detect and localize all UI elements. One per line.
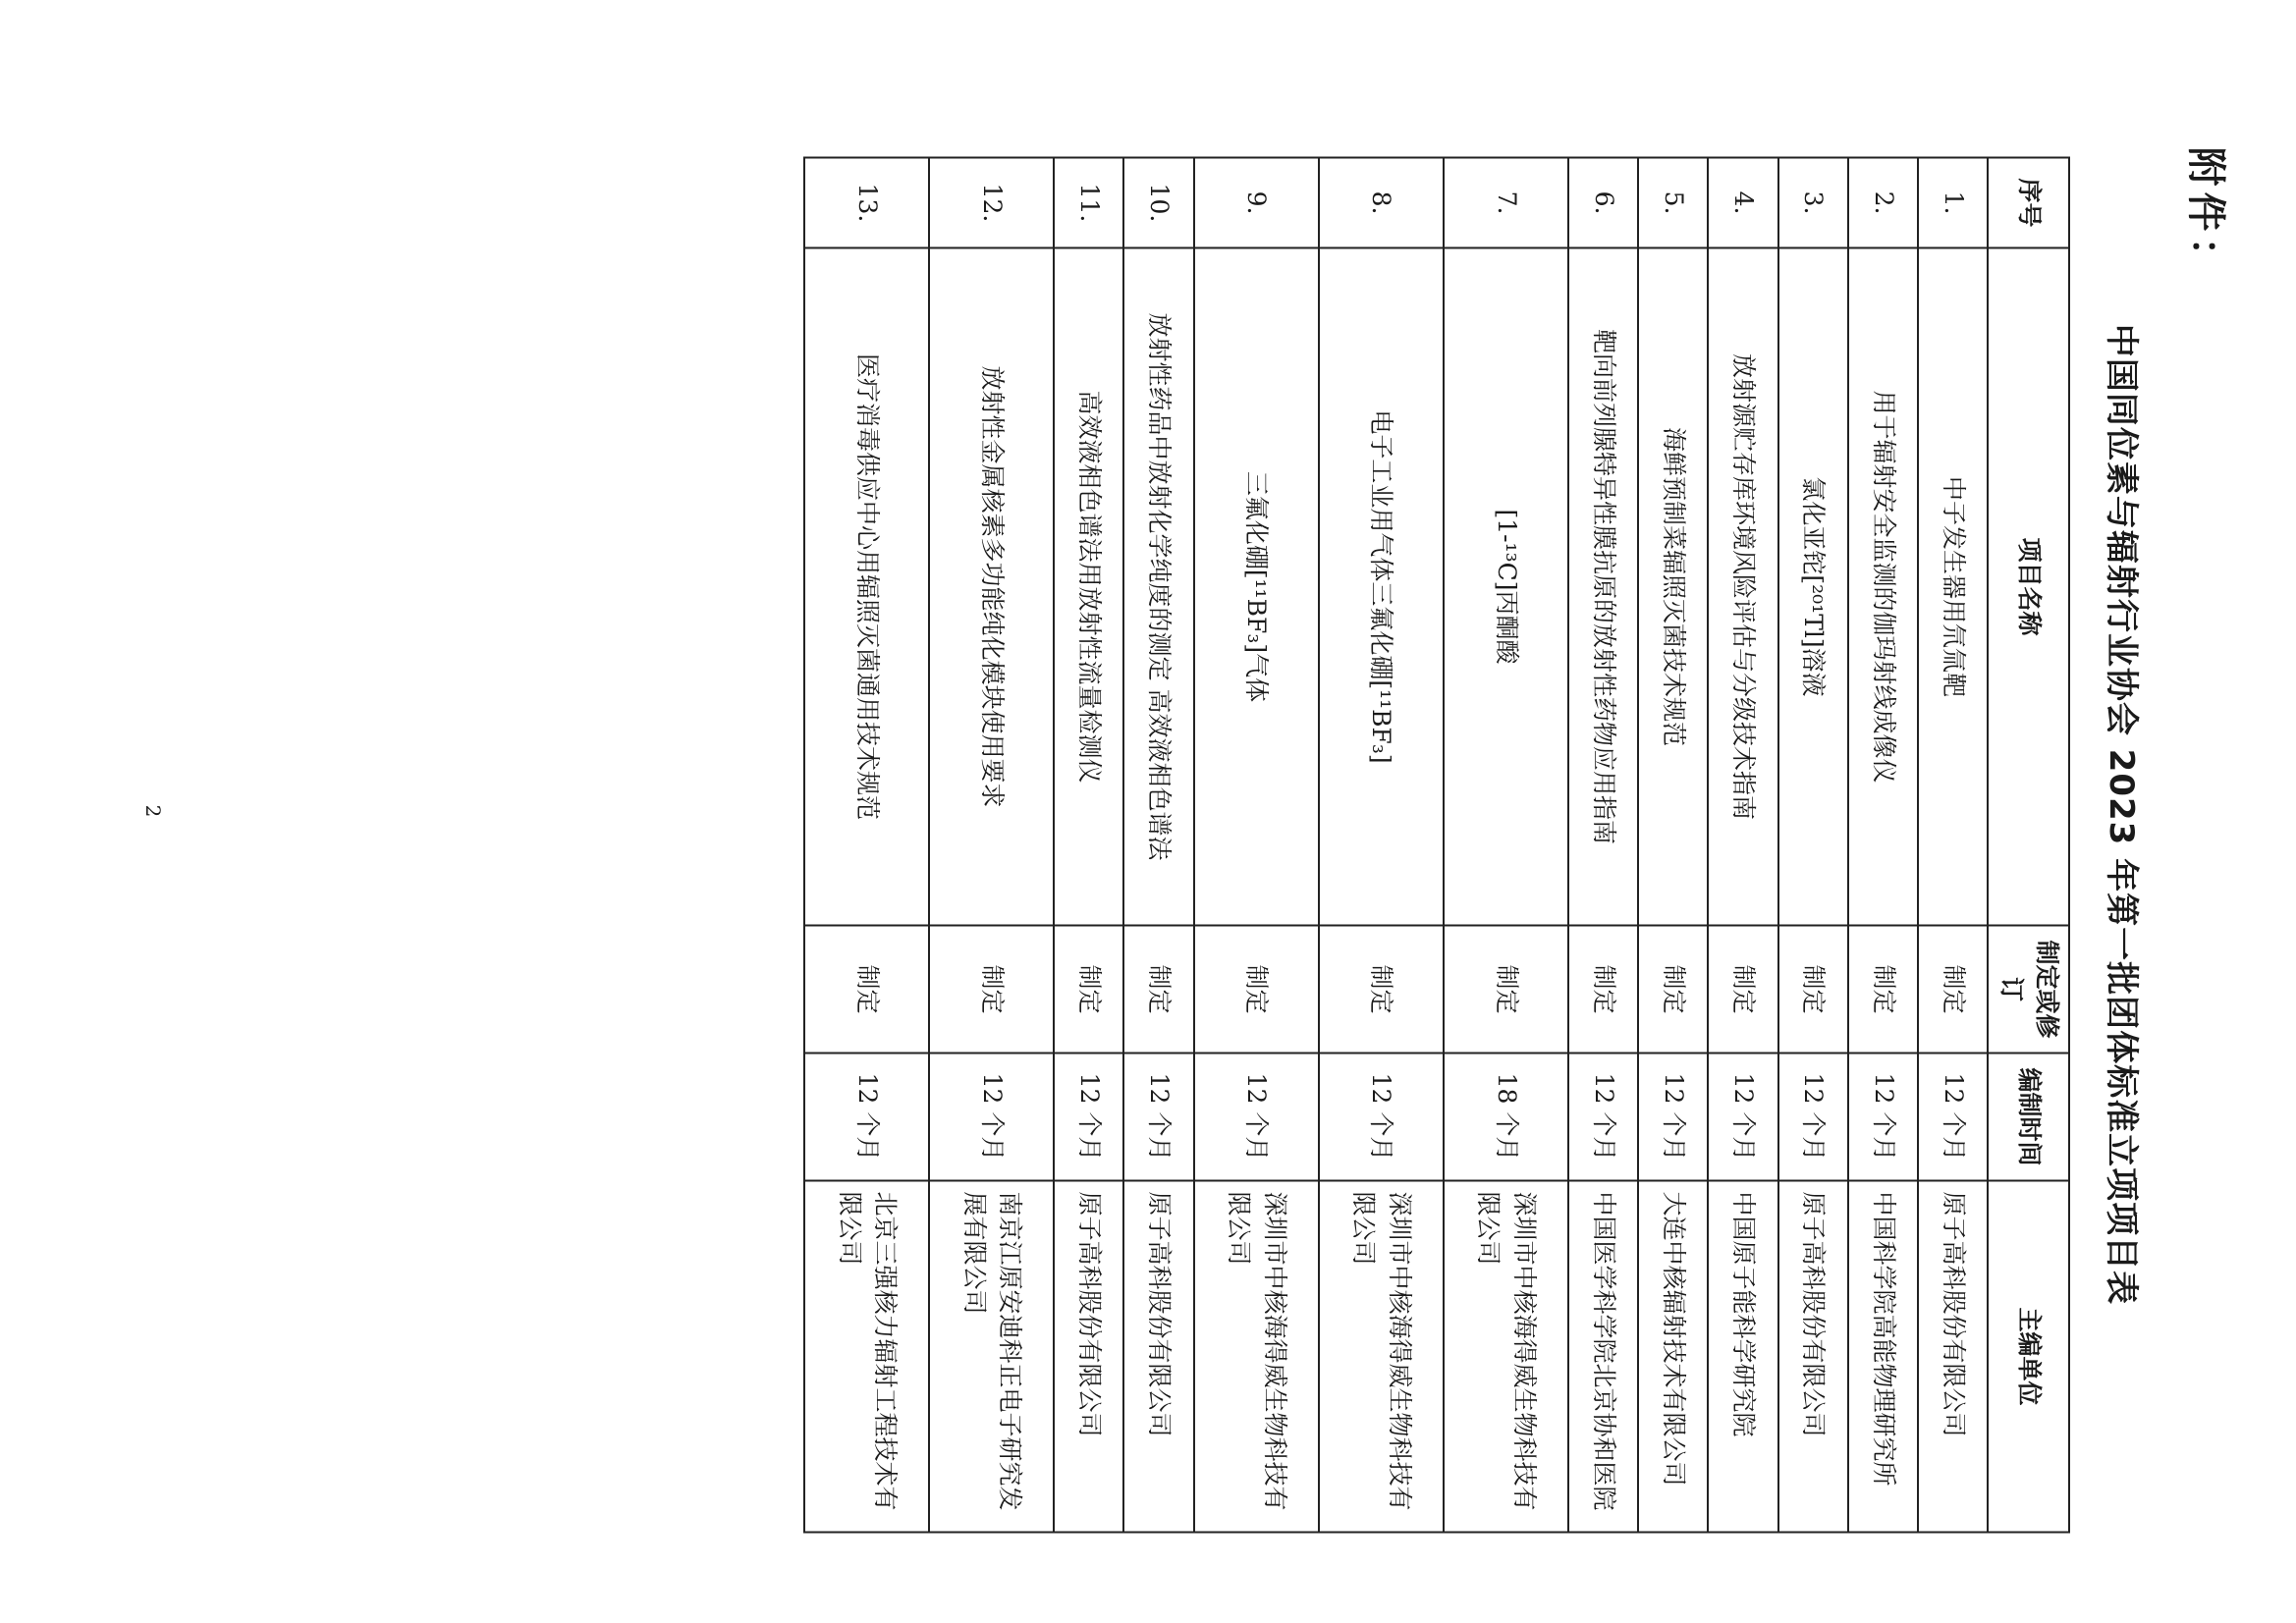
- row-time: 12 个月: [1709, 1054, 1778, 1181]
- row-type: 制定: [929, 926, 1054, 1054]
- table-row: [1054, 158, 1123, 1533]
- row-unit: 原子高科股份有限公司: [1778, 1181, 1848, 1533]
- row-no: 7.: [1444, 158, 1568, 248]
- row-time: 18 个月: [1444, 1054, 1568, 1181]
- table-header-row: [1989, 158, 2070, 1533]
- header-type: 制定或修订: [1989, 926, 2070, 1054]
- table-row: [1848, 158, 1918, 1533]
- table-row: [1638, 158, 1708, 1533]
- row-time: 12 个月: [1054, 1054, 1123, 1181]
- row-no: 8.: [1319, 158, 1444, 248]
- row-type: 制定: [1319, 926, 1444, 1054]
- row-name: 高效液相色谱法用放射性流量检测仪: [1054, 248, 1123, 926]
- header-time: 编制时间: [1989, 1054, 2070, 1181]
- row-unit: 原子高科股份有限公司: [1054, 1181, 1123, 1533]
- table-row: [1918, 158, 1988, 1533]
- row-type: 制定: [1848, 926, 1918, 1054]
- row-unit: 原子高科股份有限公司: [1123, 1181, 1193, 1533]
- row-unit: 大连中核辐射技术有限公司: [1638, 1181, 1708, 1533]
- row-type: 制定: [1568, 926, 1638, 1054]
- row-no: 6.: [1568, 158, 1638, 248]
- row-no: 3.: [1778, 158, 1848, 248]
- table-row: [1444, 158, 1568, 1533]
- row-name: 放射源贮存库环境风险评估与分级技术指南: [1709, 248, 1778, 926]
- row-time: 12 个月: [1778, 1054, 1848, 1181]
- row-unit: 深圳市中核海得威生物科技有限公司: [1319, 1181, 1444, 1533]
- row-time: 12 个月: [804, 1054, 929, 1181]
- row-no: 11.: [1054, 158, 1123, 248]
- row-unit: 中国科学院高能物理研究所: [1848, 1181, 1918, 1533]
- row-unit: 中国医学科学院北京协和医院: [1568, 1181, 1638, 1533]
- row-name: 三氟化硼[¹¹BF₃]气体: [1194, 248, 1319, 926]
- row-no: 4.: [1709, 158, 1778, 248]
- header-no: 序号: [1989, 158, 2070, 248]
- row-name: 氯化亚铊[²⁰¹Tl]溶液: [1778, 248, 1848, 926]
- row-no: 12.: [929, 158, 1054, 248]
- header-name: 项目名称: [1989, 248, 2070, 926]
- row-type: 制定: [1778, 926, 1848, 1054]
- row-no: 2.: [1848, 158, 1918, 248]
- page-number: 2: [141, 804, 165, 818]
- row-no: 5.: [1638, 158, 1708, 248]
- project-table: [803, 157, 2070, 1534]
- row-type: 制定: [1444, 926, 1568, 1054]
- row-type: 制定: [1709, 926, 1778, 1054]
- table-row: [1568, 158, 1638, 1533]
- row-unit: 中国原子能科学研究院: [1709, 1181, 1778, 1533]
- row-name: 放射性金属核素多功能纯化模块使用要求: [929, 248, 1054, 926]
- row-name: 靶向前列腺特异性膜抗原的放射性药物应用指南: [1568, 248, 1638, 926]
- row-name: 中子发生器用氘氚靶: [1918, 248, 1988, 926]
- table-row: [804, 158, 929, 1533]
- row-no: 13.: [804, 158, 929, 248]
- row-time: 12 个月: [1638, 1054, 1708, 1181]
- row-type: 制定: [1918, 926, 1988, 1054]
- row-no: 10.: [1123, 158, 1193, 248]
- row-no: 1.: [1918, 158, 1988, 248]
- table-row: [1194, 158, 1319, 1533]
- table-row: [1778, 158, 1848, 1533]
- row-type: 制定: [804, 926, 929, 1054]
- row-time: 12 个月: [1123, 1054, 1193, 1181]
- row-unit: 深圳市中核海得威生物科技有限公司: [1194, 1181, 1319, 1533]
- row-name: 医疗消毒供应中心用辐照灭菌通用技术规范: [804, 248, 929, 926]
- row-name: 电子工业用气体三氟化硼[¹¹BF₃]: [1319, 248, 1444, 926]
- row-name: [1-¹³C]丙酮酸: [1444, 248, 1568, 926]
- row-type: 制定: [1123, 926, 1193, 1054]
- row-type: 制定: [1638, 926, 1708, 1054]
- row-no: 9.: [1194, 158, 1319, 248]
- row-unit: 北京三强核力辐射工程技术有限公司: [804, 1181, 929, 1533]
- row-unit: 南京江原安迪科正电子研究发展有限公司: [929, 1181, 1054, 1533]
- row-type: 制定: [1054, 926, 1123, 1054]
- table-row: [929, 158, 1054, 1533]
- row-name: 海鲜预制菜辐照灭菌技术规范: [1638, 248, 1708, 926]
- row-time: 12 个月: [1848, 1054, 1918, 1181]
- row-time: 12 个月: [1568, 1054, 1638, 1181]
- header-unit: 主编单位: [1989, 1181, 2070, 1533]
- row-time: 12 个月: [929, 1054, 1054, 1181]
- row-time: 12 个月: [1918, 1054, 1988, 1181]
- row-type: 制定: [1194, 926, 1319, 1054]
- row-time: 12 个月: [1194, 1054, 1319, 1181]
- attachment-label: 附件：: [2183, 146, 2228, 283]
- row-name: 用于辐射安全监测的伽玛射线成像仪: [1848, 248, 1918, 926]
- table-row: [1123, 158, 1193, 1533]
- row-time: 12 个月: [1319, 1054, 1444, 1181]
- table-row: [1319, 158, 1444, 1533]
- row-unit: 深圳市中核海得威生物科技有限公司: [1444, 1181, 1568, 1533]
- row-unit: 原子高科股份有限公司: [1918, 1181, 1988, 1533]
- document-title: 中国同位素与辐射行业协会 2023 年第一批团体标准立项项目表: [2102, 323, 2141, 1306]
- row-name: 放射性药品中放射化学纯度的测定 高效液相色谱法: [1123, 248, 1193, 926]
- table-row: [1709, 158, 1778, 1533]
